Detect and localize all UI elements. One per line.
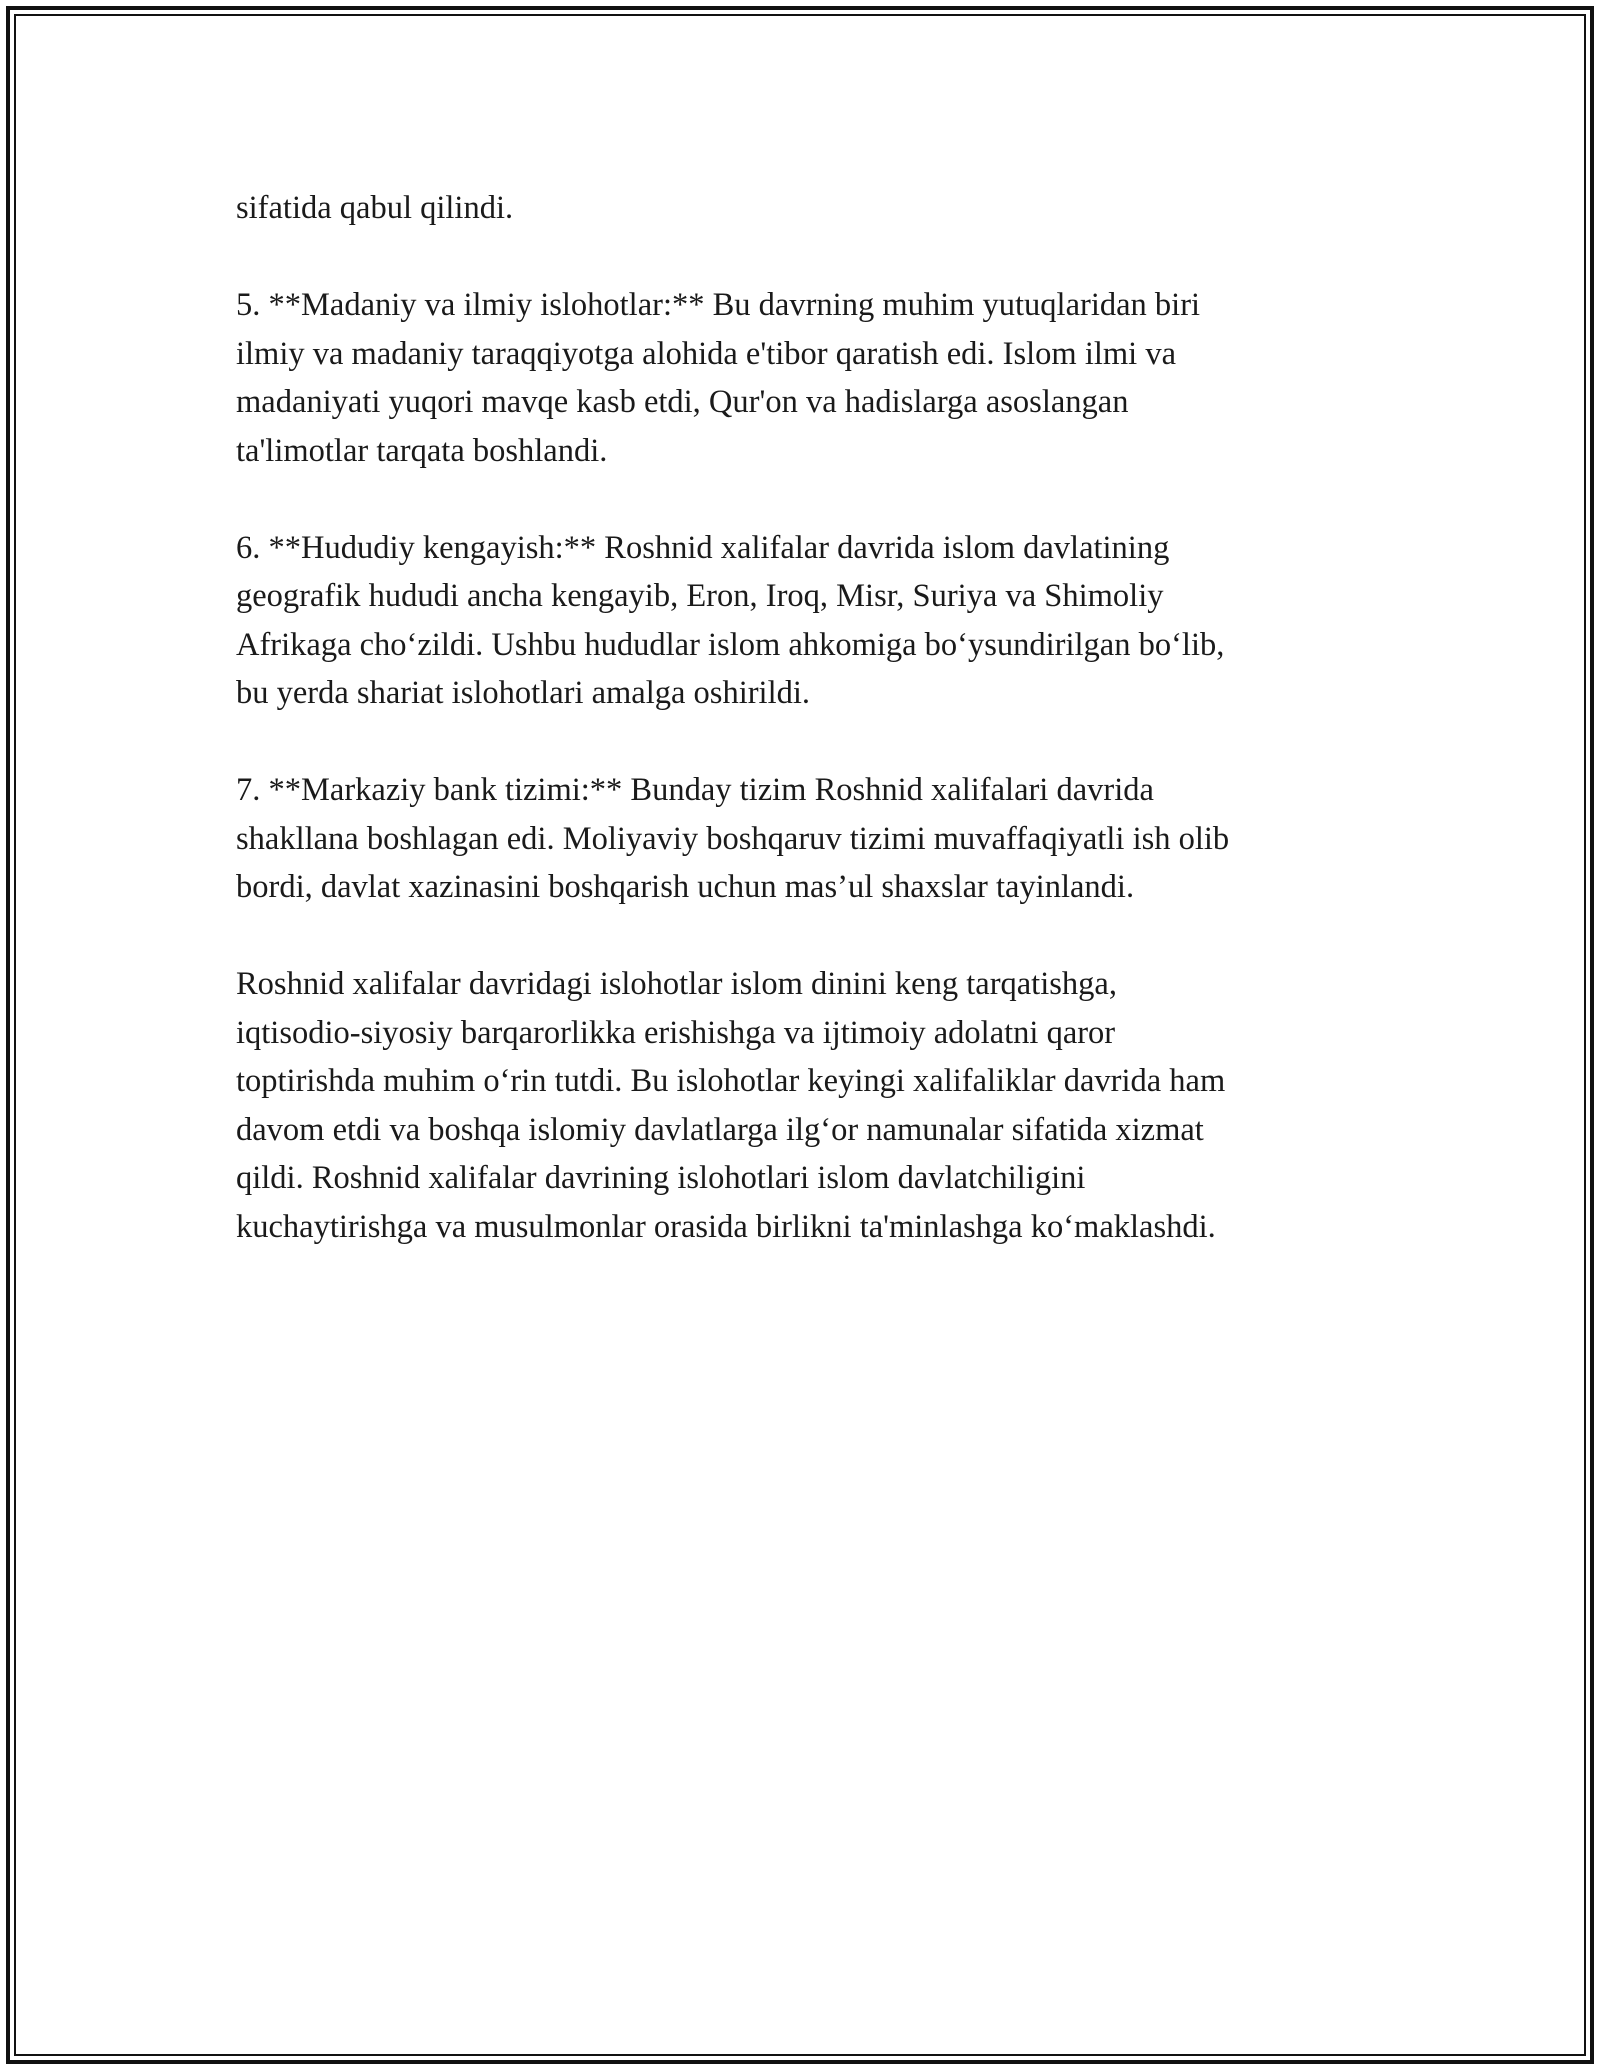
document-body bbox=[236, 184, 1396, 1300]
paragraph-conclusion: Roshnid xalifalar davridagi islohotlar islom dinini keng tarqatishga, iqtisodio-siyosiy barqarorlikka erishishga va ijtimoiy adolatni qaror toptirishda muhim o‘rin tutdi. Bu islohotlar keyingi xalifaliklar davrida ham davom etdi va boshqa islomiy davlatlarga ilg‘or namunalar sifatida xizmat qildi. Roshnid xalifalar davrining islohotlari islom davlatchiligini kuchaytirishga va musulmonlar orasida birlikni ta'minlashga ko‘maklashdi. bbox=[236, 966, 1226, 1245]
paragraph-item-7-central-bank: 7. **Markaziy bank tizimi:** Bunday tizim Roshnid xalifalari davrida shakllana boshlagan edi. Moliyaviy boshqaruv tizimi muvaffaqiyatli ish olib bordi, davlat xazinasini boshqarish uchun mas’ul shaxslar tayinlandi. bbox=[236, 772, 1230, 905]
paragraph-item-5-cultural-reforms: 5. **Madaniy va ilmiy islohotlar:** Bu davrning muhim yutuqlaridan biri ilmiy va madaniy taraqqiyotga alohida e'tibor qaratish edi. Islom ilmi va madaniyati yuqori mavqe kasb etdi, Qur'on va hadislarga asoslangan ta'limotlar tarqata boshlandi. bbox=[236, 287, 1201, 469]
paragraph-item-6-territorial-expansion: 6. **Hududiy kengayish:** Roshnid xalifalar davrida islom davlatining geografik hududi ancha kengayib, Eron, Iroq, Misr, Suriya va Shimoliy Afrikaga cho‘zildi. Ushbu hududlar islom ahkomiga bo‘ysundirilgan bo‘lib, bu yerda shariat islohotlari amalga oshirildi. bbox=[236, 529, 1225, 711]
paragraph-continuation: sifatida qabul qilindi. bbox=[236, 190, 514, 226]
